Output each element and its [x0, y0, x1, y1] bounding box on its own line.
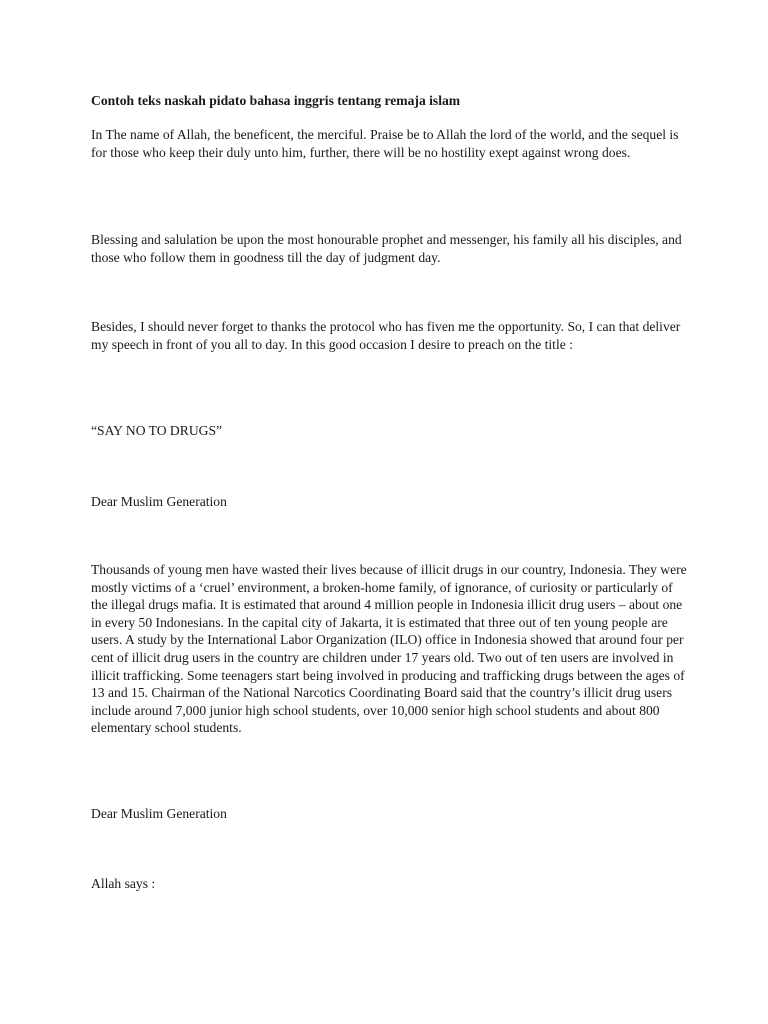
salutation-2: Dear Muslim Generation	[91, 806, 227, 821]
paragraph-allah-says: Allah says :	[91, 876, 156, 891]
document-title: Contoh teks naskah pidato bahasa inggris tentang remaja islam	[91, 93, 461, 108]
paragraph-drug-facts: Thousands of young men have wasted their lives because of illicit drugs in our country, Indonesia. They were mostly victims of a ‘cruel’ environment, a broken-home family, of ignorance, of curiosity or particularly of the illegal drugs mafia. It is estimated that around 4 million people in Indonesia illicit drug users – about one in every 50 Indonesians. In the capital city of Jakarta, it is estimated that three out of ten young people are users. A study by the International Labor Organization (ILO) office in Indonesia showed that around four per cent of illicit drug users in the country are children under 17 years old. Two out of ten users are involved in illicit trafficking. Some teenagers start being involved in producing and trafficking drugs between the ages of 13 and 15. Chairman of the National Narcotics Coordinating Board said that the country’s illicit drug users include around 7,000 junior high school students, over 10,000 senior high school students and about 800 elementary school students.	[91, 562, 687, 736]
salutation-1: Dear Muslim Generation	[91, 494, 227, 509]
paragraph-blessing: Blessing and salulation be upon the most honourable prophet and messenger, his family all his disciples, and those who follow them in goodness till the day of judgment day.	[91, 232, 682, 265]
speech-title: “SAY NO TO DRUGS”	[91, 423, 223, 438]
paragraph-protocol: Besides, I should never forget to thanks the protocol who has fiven me the opportunity. So, I can that deliver my speech in front of you all to day. In this good occasion I desire to preach on the title :	[91, 319, 681, 352]
paragraph-opening: In The name of Allah, the beneficent, the merciful. Praise be to Allah the lord of the world, and the sequel is for those who keep their duly unto him, further, there will be no hostility exept against wrong does.	[91, 127, 679, 160]
